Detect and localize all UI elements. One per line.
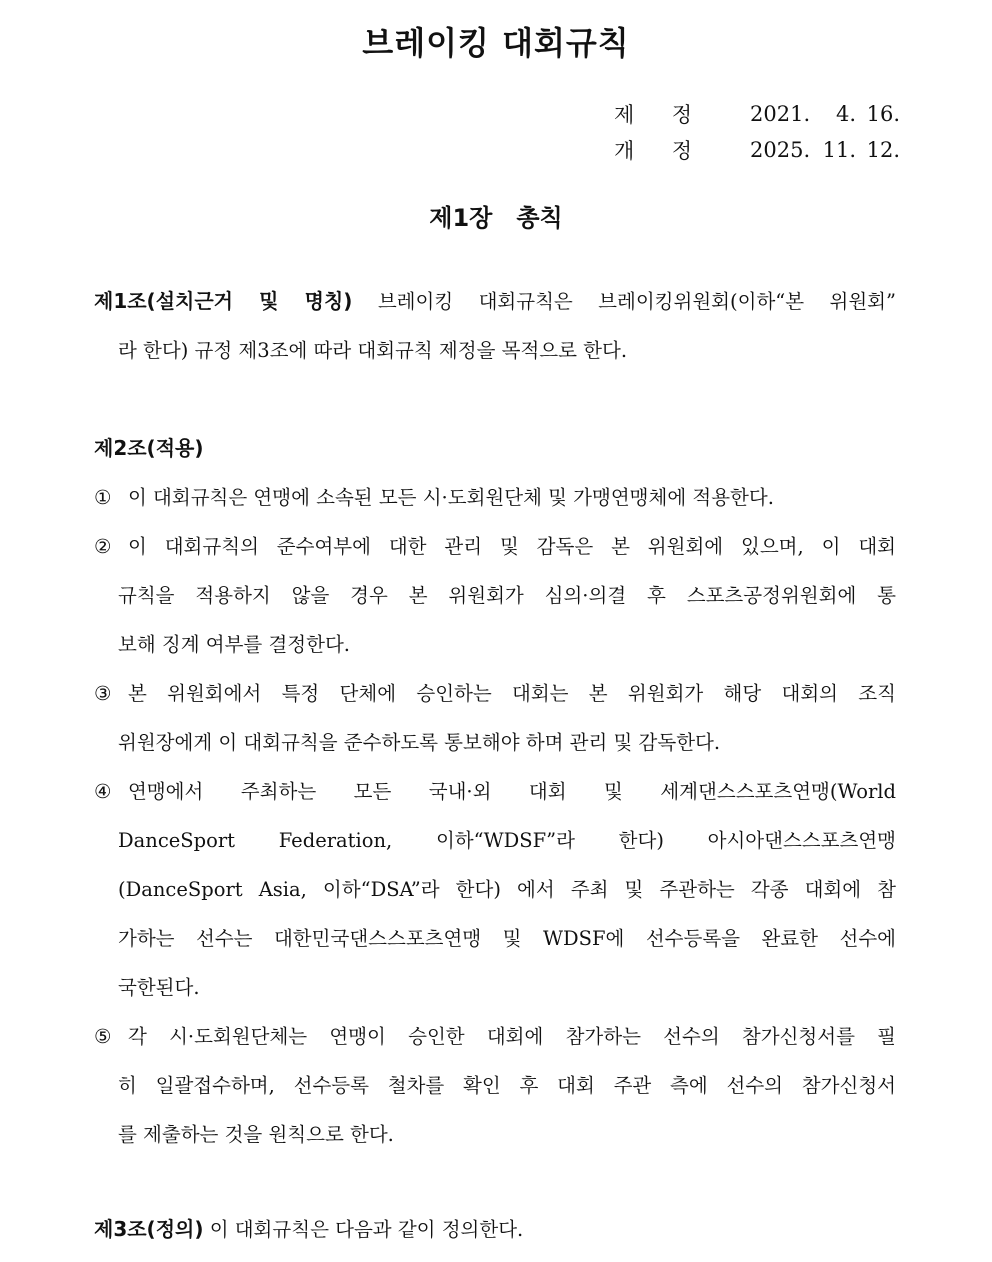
list-item [94, 522, 896, 571]
list-item [94, 669, 896, 718]
article-2-heading: 제2조(적용) [94, 436, 204, 460]
item-text: 이 대회규칙의 준수여부에 대한 관리 및 감독은 본 위원회에 있으며, 이 대회 [128, 535, 896, 558]
item-text: 각 시·도회원단체는 연맹이 승인한 대회에 참가하는 선수의 참가신청서를 필 [128, 1025, 896, 1048]
article-1-heading: 제1조(설치근거 및 명칭) [94, 289, 353, 313]
revision-date-row [600, 132, 900, 168]
item-number: ⑤ [94, 1025, 112, 1048]
item-text: 이 대회규칙은 연맹에 소속된 모든 시·도회원단체 및 가맹연맹체에 적용한다. [128, 486, 774, 509]
date-label-char: 제 [614, 103, 635, 127]
item-text: (DanceSport Asia, 이하“DSA”라 한다) 에서 주최 및 주관하는 각종 대회에 참 [118, 878, 896, 901]
article-2 [94, 424, 896, 1159]
article-1-line: 라 한다) 규정 제3조에 따라 대회규칙 제정을 목적으로 한다. [118, 339, 628, 362]
item-text: 국한된다. [118, 976, 200, 999]
item-text: 위원장에게 이 대회규칙을 준수하도록 통보해야 하며 관리 및 감독한다. [118, 731, 721, 754]
item-number: ② [94, 535, 112, 558]
revision-dates [600, 96, 900, 168]
item-text: 를 제출하는 것을 원칙으로 한다. [118, 1123, 394, 1146]
item-text: 가하는 선수는 대한민국댄스스포츠연맹 및 WDSF에 선수등록을 완료한 선수에 [118, 927, 896, 950]
chapter-heading [0, 198, 992, 233]
date-year: 2021. [750, 102, 811, 126]
article-3-heading: 제3조(정의) [94, 1217, 204, 1241]
item-number: ④ [94, 780, 112, 803]
item-text: DanceSport Federation, 이하“WDSF”라 한다) 아시아댄스스포츠연맹 [118, 829, 896, 852]
article-3 [94, 1205, 896, 1254]
date-label-char: 개 [614, 139, 635, 163]
chapter-number: 제1장 [429, 204, 493, 232]
enactment-date-row [600, 96, 900, 132]
article-1 [94, 277, 896, 375]
article-3-line [94, 1205, 896, 1254]
date-month: 4. [835, 102, 856, 126]
date-label-char: 정 [671, 103, 692, 127]
item-text: 규칙을 적용하지 않을 경우 본 위원회가 심의·의결 후 스포츠공정위원회에 통 [118, 584, 896, 607]
list-item [94, 473, 896, 522]
article-3-text: 이 대회규칙은 다음과 같이 정의한다. [209, 1218, 524, 1241]
item-number: ① [94, 486, 112, 509]
item-text: 본 위원회에서 특정 단체에 승인하는 대회는 본 위원회가 해당 대회의 조직 [128, 682, 896, 705]
date-day: 16. [866, 102, 900, 126]
item-text: 연맹에서 주최하는 모든 국내·외 대회 및 세계댄스스포츠연맹(World [128, 780, 896, 803]
date-year: 2025. [750, 138, 811, 162]
list-item [94, 1012, 896, 1061]
article-1-line [94, 277, 896, 326]
article-1-text: 브레이킹 대회규칙은 브레이킹위원회(이하“본 위원회” [377, 290, 896, 313]
list-item [94, 767, 896, 816]
item-text: 히 일괄접수하며, 선수등록 철차를 확인 후 대회 주관 측에 선수의 참가신청서 [118, 1074, 896, 1097]
date-label-char: 정 [671, 139, 692, 163]
item-text: 보해 징계 여부를 결정한다. [118, 633, 351, 656]
date-month: 11. [822, 138, 856, 162]
item-number: ③ [94, 682, 112, 705]
document-title: 브레이킹 대회규칙 [362, 24, 630, 62]
date-day: 12. [866, 138, 900, 162]
chapter-name: 총칙 [516, 204, 563, 232]
